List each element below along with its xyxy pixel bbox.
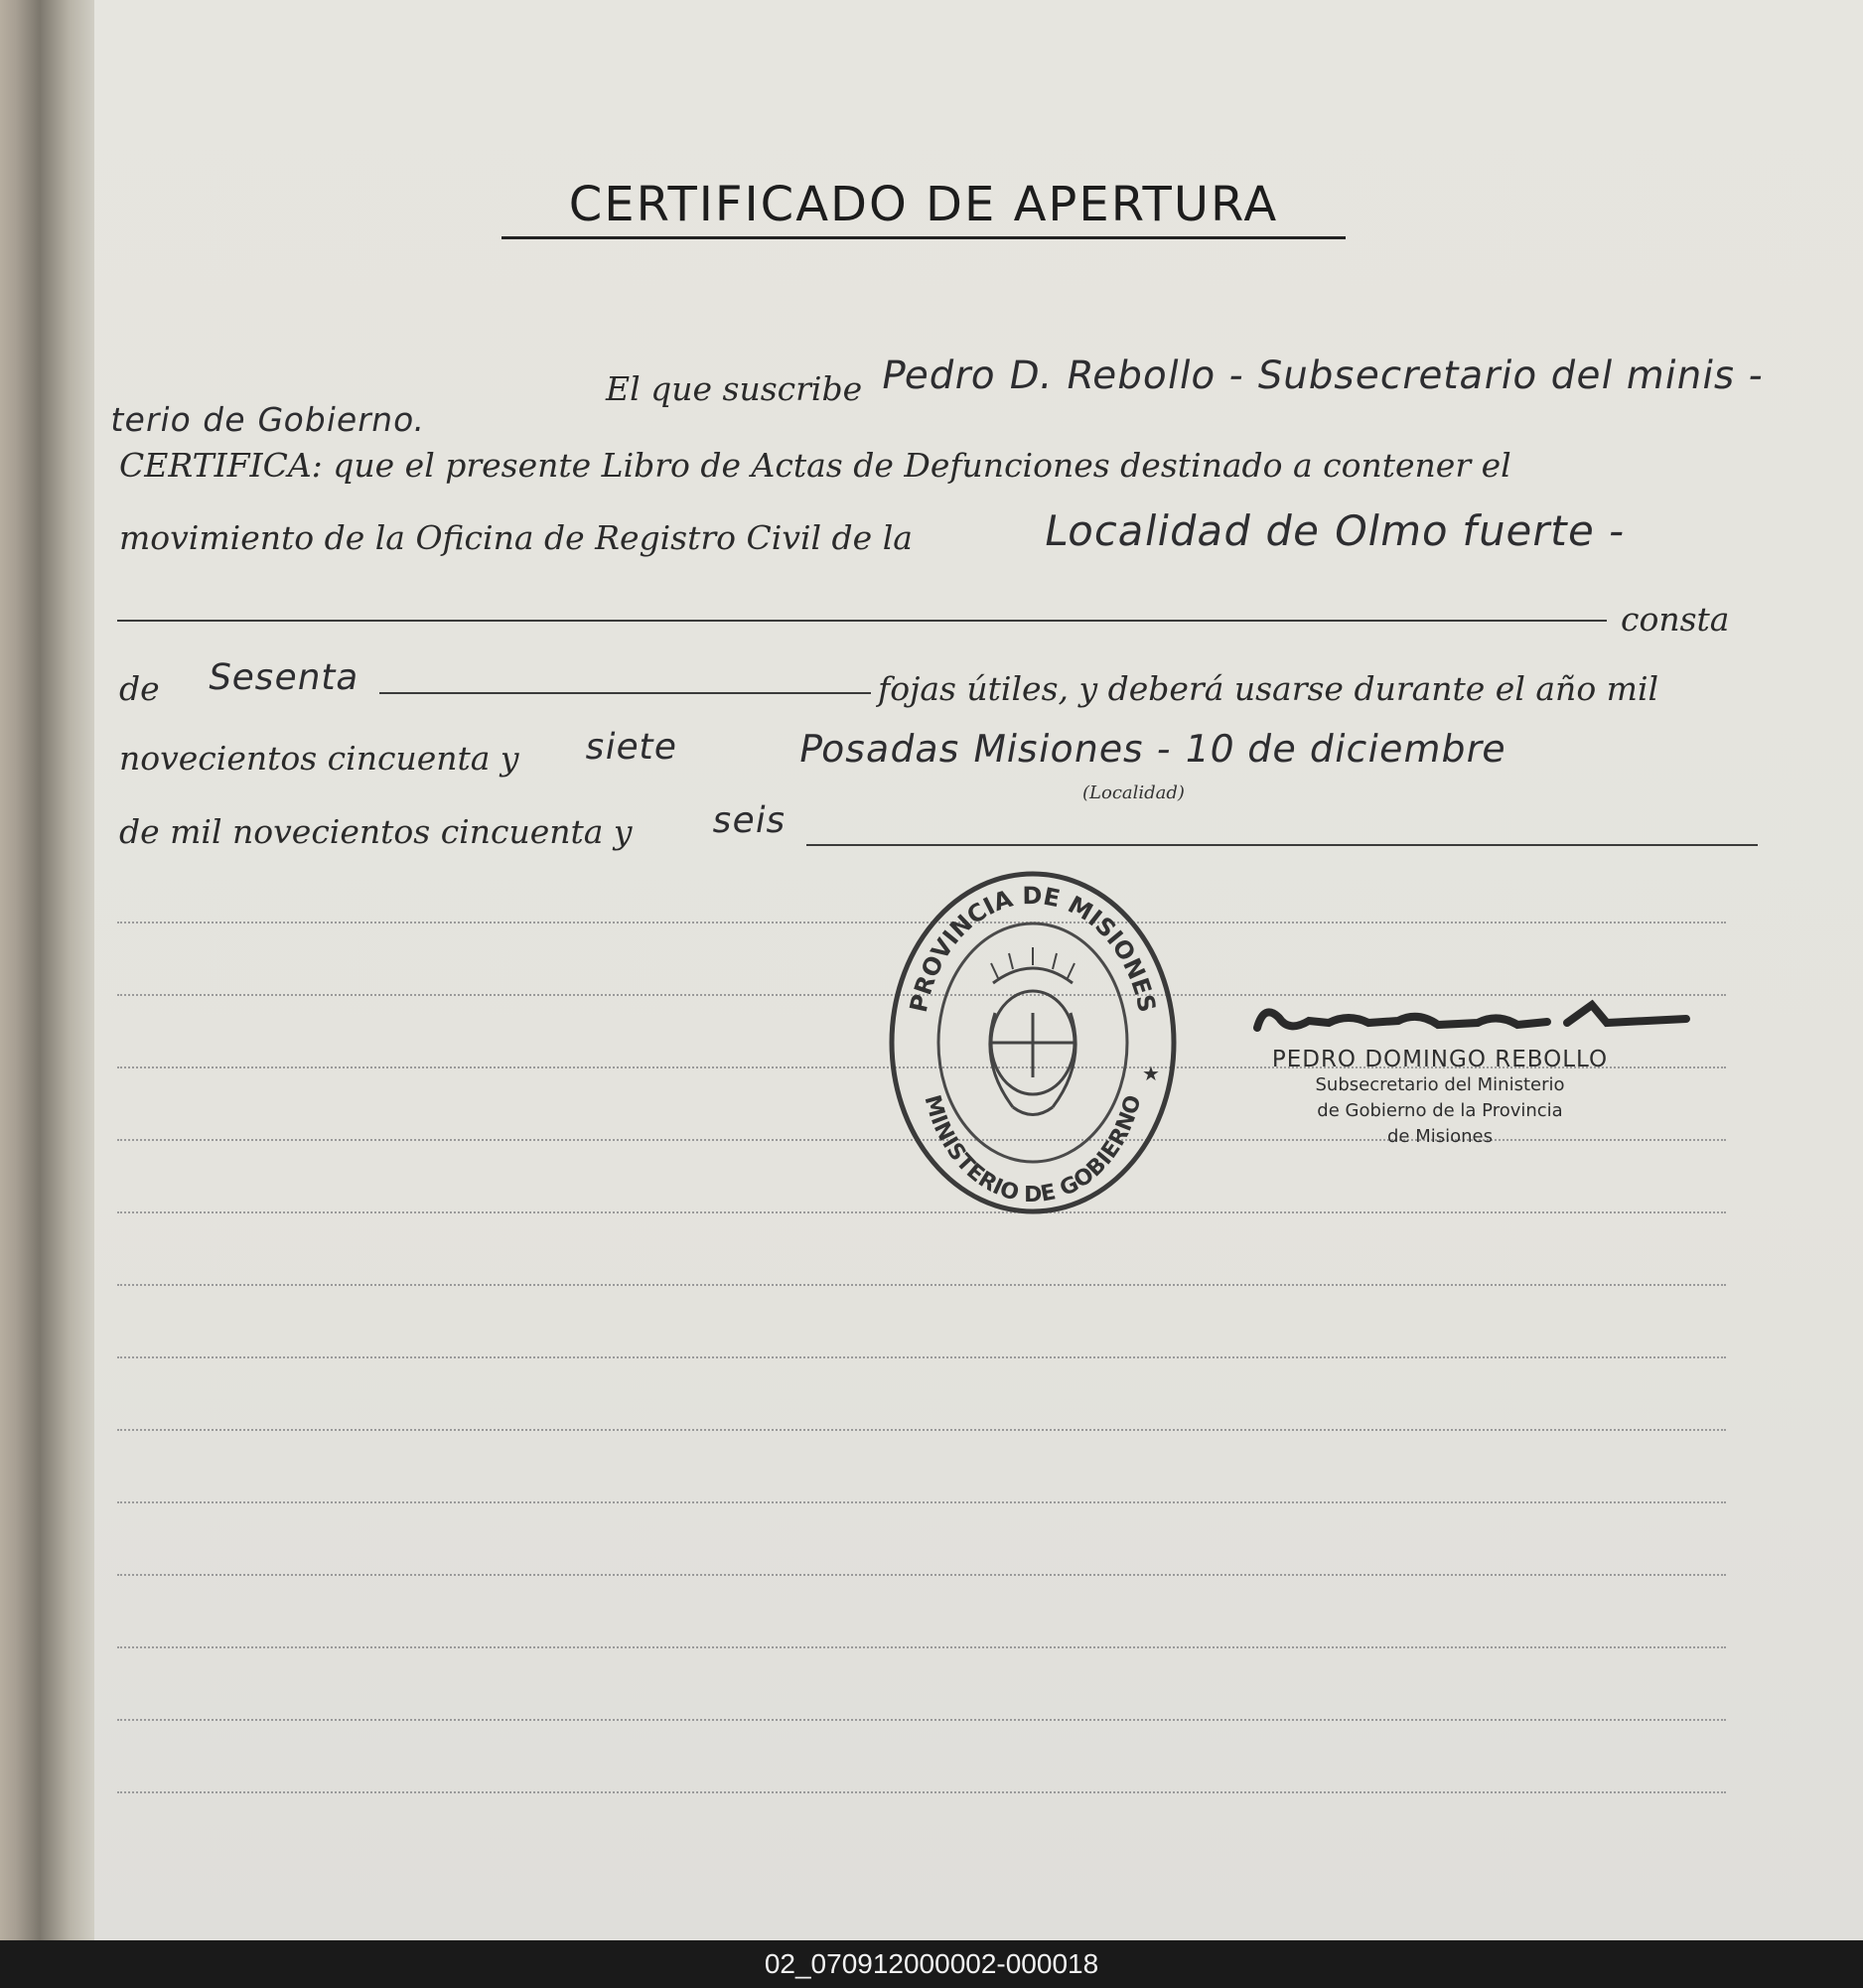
handwritten-anio-2: seis — [709, 800, 790, 841]
text-fojas: fojas útiles, y deberá usarse durante el año mil — [878, 669, 1659, 708]
ruled-line — [117, 1791, 1726, 1793]
signatory-block — [1231, 993, 1648, 1150]
handwritten-anio: siete — [582, 727, 681, 768]
svg-text:★: ★ — [1142, 1062, 1160, 1085]
text-de-mil: de mil novecientos cincuenta y — [119, 812, 633, 851]
coat-of-arms-icon — [990, 947, 1075, 1115]
ruled-line — [117, 1284, 1726, 1286]
stamp-bottom-text: MINISTERIO DE GOBIERNO — [919, 1092, 1147, 1208]
image-id-footer: 02_070912000002-000018 — [764, 1948, 1099, 1979]
stamp-top-text: PROVINCIA DE MISIONES — [904, 881, 1162, 1015]
text-movimiento: movimiento de la Oficina de Registro Civil de la — [119, 518, 913, 557]
ruled-line — [117, 1574, 1726, 1576]
blank-rule — [806, 844, 1758, 846]
ruled-line — [117, 1429, 1726, 1431]
handwritten-localidad: Localidad de Olmo fuerte - — [1040, 506, 1631, 555]
blank-rule — [379, 692, 871, 694]
signatory-role-line: de Misiones — [1386, 1126, 1493, 1147]
ruled-line — [117, 1356, 1726, 1358]
handwritten-suscribe: Pedro D. Rebollo - Subsecretario del minis - — [878, 354, 1769, 398]
text-novecientos: novecientos cincuenta y — [119, 739, 519, 778]
document-title: CERTIFICADO DE APERTURA — [502, 177, 1346, 239]
signatory-role-line: Subsecretario del Ministerio — [1315, 1074, 1565, 1095]
text-de: de — [119, 669, 160, 708]
text-certifica: CERTIFICA: que el presente Libro de Actas de Defunciones destinado a contener el — [119, 446, 1511, 485]
book-spine — [0, 0, 99, 1940]
ruled-line — [117, 1719, 1726, 1721]
signatory-name: PEDRO DOMINGO REBOLLO — [1271, 1047, 1609, 1072]
localidad-label: (Localidad) — [1082, 782, 1185, 803]
ministry-stamp — [884, 864, 1182, 1221]
ruled-line — [117, 1646, 1726, 1648]
signatory-role-line: de Gobierno de la Provincia — [1317, 1100, 1563, 1121]
text-consta: consta — [1621, 600, 1730, 639]
ruled-line — [117, 1501, 1726, 1503]
blank-rule — [117, 620, 1607, 622]
handwritten-suscribe-continued: terio de Gobierno. — [107, 400, 430, 439]
handwritten-lugar-fecha: Posadas Misiones - 10 de diciembre — [795, 727, 1510, 771]
text-suscribe: El que suscribe — [606, 369, 863, 408]
handwritten-fojas: Sesenta — [205, 657, 363, 698]
